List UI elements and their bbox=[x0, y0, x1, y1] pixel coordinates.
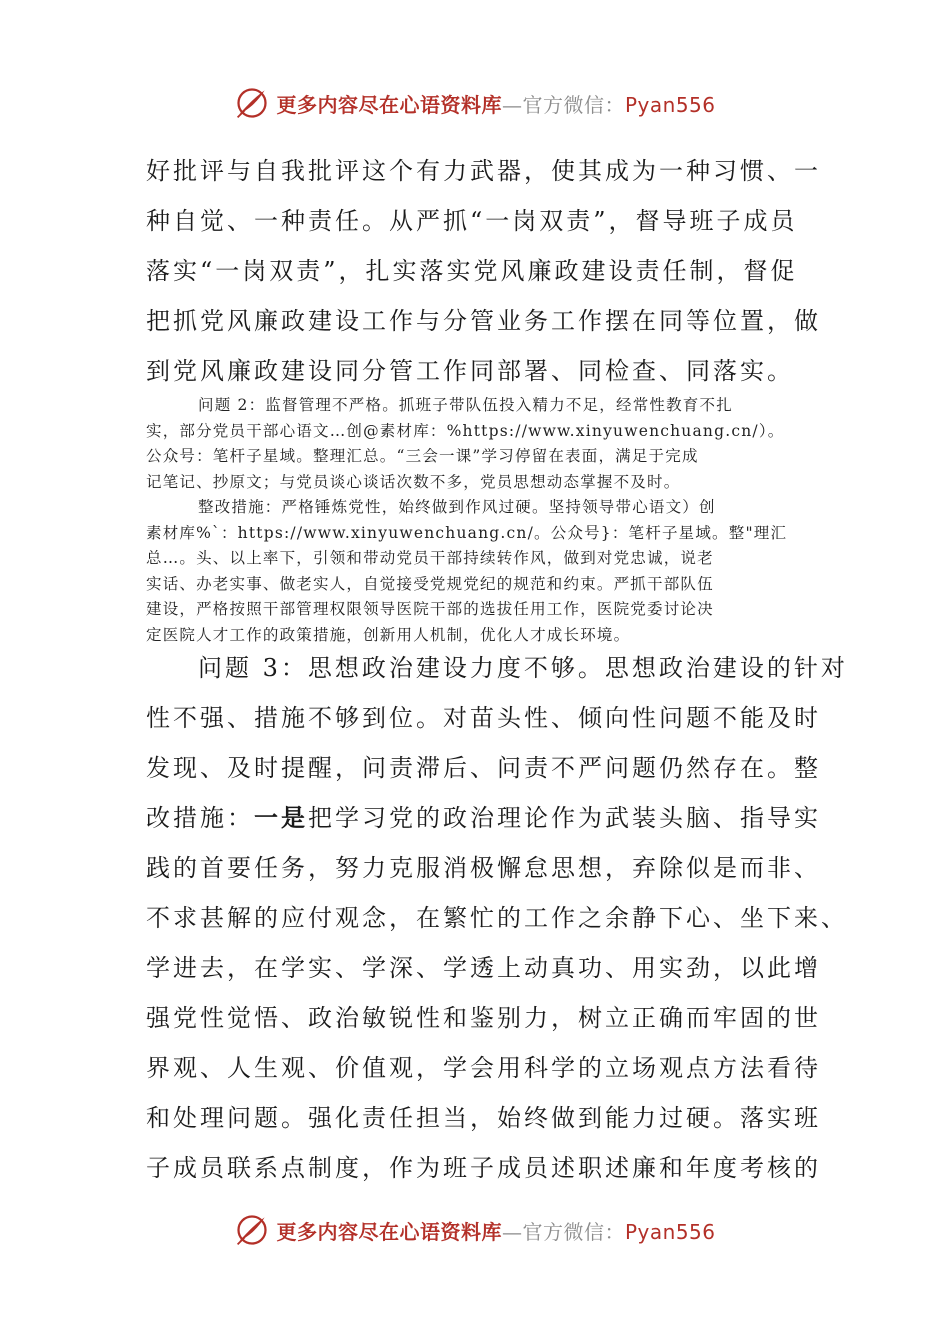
pen-nib-logo-icon bbox=[234, 1212, 270, 1248]
text-segment: 把学习党的政治理论作为武装头脑、指导实 bbox=[308, 804, 821, 832]
header-banner[interactable] bbox=[0, 83, 950, 123]
text-line: 实，部分党员干部心语文…创@素材库：%https://www.xinyuwenchuang.cn/）。 bbox=[146, 421, 785, 440]
footer-wechat-id: Pyan556 bbox=[624, 1219, 716, 1244]
text-line: 好批评与自我批评这个有力武器，使其成为一种习惯、一 bbox=[146, 157, 821, 185]
text-line: 整改措施：严格锤炼党性，始终做到作风过硬。坚持领导带心语文）创 bbox=[198, 498, 716, 516]
text-line: 把抓党风廉政建设工作与分管业务工作摆在同等位置，做 bbox=[146, 307, 821, 335]
text-line: 公众号：笔杆子星域。整理汇总。“三会一课”学习停留在表面，满足于完成 bbox=[146, 447, 699, 465]
text-line: 问题 3：思想政治建设力度不够。思想政治建设的针对 bbox=[198, 654, 848, 682]
text-line-with-emphasis bbox=[146, 793, 821, 843]
text-line: 实话、办老实事、做老实人，自觉接受党规党纪的规范和约束。严抓干部队伍 bbox=[146, 574, 714, 593]
text-line: 种自觉、一种责任。从严抓“一岗双责”，督导班子成员 bbox=[146, 207, 798, 235]
text-segment: 改措施： bbox=[146, 804, 254, 832]
text-line: 问题 2：监督管理不严格。抓班子带队伍投入精力不足，经常性教育不扎 bbox=[198, 396, 733, 414]
text-line: 总…。头、以上率下，引领和带动党员干部持续转作风，做到对党忠诚，说老 bbox=[146, 549, 714, 567]
text-line: 素材库%`：https://www.xinyuwenchuang.cn/。公众号}：笔杆子星域。整"理汇 bbox=[146, 523, 788, 542]
text-line: 界观、人生观、价值观，学会用科学的立场观点方法看待 bbox=[146, 1054, 821, 1082]
text-line: 到党风廉政建设同分管工作同部署、同检查、同落实。 bbox=[146, 357, 794, 385]
paragraph-block-1 bbox=[146, 146, 821, 396]
emphasis-text: 一是 bbox=[254, 803, 308, 832]
text-line: 学进去，在学实、学深、学透上动真功、用实劲，以此增 bbox=[146, 954, 821, 982]
footer-banner-separator: —官方微信： bbox=[501, 1219, 625, 1244]
text-line: 强党性觉悟、政治敏锐性和鉴别力，树立正确而牢固的世 bbox=[146, 1004, 821, 1032]
footer-banner-text bbox=[276, 1216, 715, 1245]
footer-banner[interactable] bbox=[0, 1210, 950, 1250]
pen-nib-logo-icon bbox=[234, 85, 270, 121]
text-line: 和处理问题。强化责任担当，始终做到能力过硬。落实班 bbox=[146, 1104, 821, 1132]
header-banner-text bbox=[276, 89, 715, 118]
footer-banner-main: 更多内容尽在心语资料库 bbox=[276, 1219, 502, 1244]
text-line: 落实“一岗双责”，扎实落实党风廉政建设责任制，督促 bbox=[146, 257, 798, 285]
text-line: 子成员联系点制度，作为班子成员述职述廉和年度考核的 bbox=[146, 1154, 821, 1182]
text-line: 记笔记、抄原文；与党员谈心谈话次数不多，党员思想动态掌握不及时。 bbox=[146, 472, 681, 491]
text-line: 性不强、措施不够到位。对苗头性、倾向性问题不能及时 bbox=[146, 704, 821, 732]
paragraph-block-2 bbox=[146, 393, 811, 648]
text-line: 践的首要任务，努力克服消极懈怠思想，弃除似是而非、 bbox=[146, 854, 821, 882]
header-banner-main: 更多内容尽在心语资料库 bbox=[276, 92, 502, 117]
paragraph-block-3 bbox=[146, 643, 848, 1193]
text-line: 发现、及时提醒，问责滞后、问责不严问题仍然存在。整 bbox=[146, 754, 821, 782]
header-banner-separator: —官方微信： bbox=[501, 92, 625, 117]
text-line: 不求甚解的应付观念，在繁忙的工作之余静下心、坐下来、 bbox=[146, 904, 848, 932]
text-line: 定医院人才工作的政策措施，创新用人机制，优化人才成长环境。 bbox=[146, 625, 631, 644]
header-wechat-id: Pyan556 bbox=[624, 92, 716, 117]
text-line: 建设，严格按照干部管理权限领导医院干部的选拔任用工作，医院党委讨论决 bbox=[146, 600, 714, 618]
